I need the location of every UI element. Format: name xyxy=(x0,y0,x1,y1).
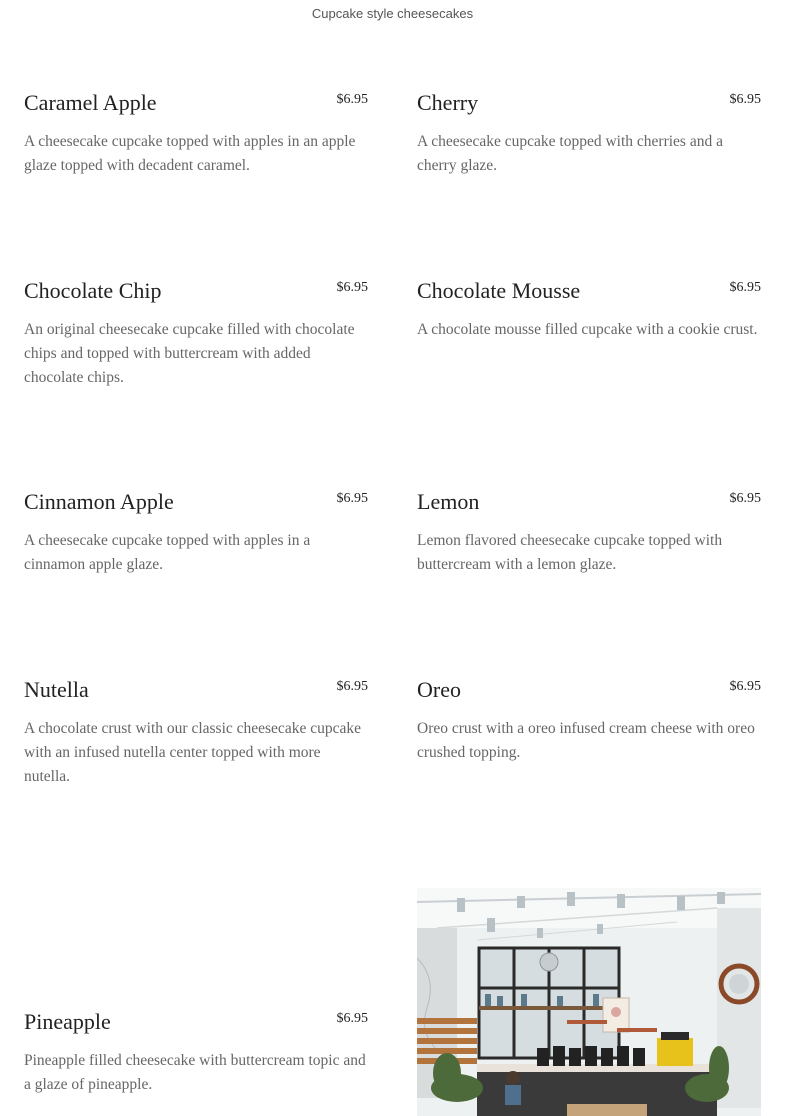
menu-item-name: Chocolate Chip xyxy=(24,278,162,303)
menu-item-price: $6.95 xyxy=(729,491,761,506)
menu-item-description: A cheesecake cupcake topped with apples in an apple glaze topped with decadent caramel. xyxy=(24,133,356,174)
menu-item-oreo xyxy=(417,677,761,777)
menu-item-price: $6.95 xyxy=(336,92,368,107)
menu-item-description: Oreo crust with a oreo infused cream cheese with oreo crushed topping. xyxy=(417,720,755,761)
menu-item-price: $6.95 xyxy=(336,491,368,506)
menu-item-name: Cherry xyxy=(417,90,479,115)
cafe-interior-photo xyxy=(417,888,761,1116)
menu-item-pineapple xyxy=(24,1009,368,1109)
menu-item-name: Nutella xyxy=(24,677,89,702)
menu-item-caramel-apple xyxy=(24,90,368,190)
menu-item-price: $6.95 xyxy=(729,92,761,107)
menu-item-description: A chocolate mousse filled cupcake with a cookie crust. xyxy=(417,321,758,338)
menu-item-description: Lemon flavored cheesecake cupcake topped with buttercream with a lemon glaze. xyxy=(417,532,723,573)
menu-item-name: Chocolate Mousse xyxy=(417,278,581,303)
menu-item-name: Pineapple xyxy=(24,1009,111,1034)
menu-item-description: A cheesecake cupcake topped with cherries and a cherry glaze. xyxy=(417,133,723,174)
menu-item-chocolate-mousse xyxy=(417,278,761,378)
menu-item-description: A chocolate crust with our classic cheesecake cupcake with an infused nutella center topped with more nutella. xyxy=(24,720,361,785)
menu-item-cherry xyxy=(417,90,761,190)
menu-item-price: $6.95 xyxy=(336,679,368,694)
menu-item-description: A cheesecake cupcake topped with apples in a cinnamon apple glaze. xyxy=(24,532,311,573)
menu-item-chocolate-chip xyxy=(24,278,368,398)
menu-item-price: $6.95 xyxy=(336,1011,368,1026)
menu-item-description: Pineapple filled cheesecake with buttercream topic and a glaze of pineapple. xyxy=(24,1052,366,1093)
menu-item-nutella xyxy=(24,677,368,797)
menu-item-cinnamon-apple xyxy=(24,489,368,589)
menu-item-description: An original cheesecake cupcake filled with chocolate chips and topped with buttercream with added chocolate chips. xyxy=(24,321,355,386)
menu-item-price: $6.95 xyxy=(729,679,761,694)
menu-item-price: $6.95 xyxy=(336,280,368,295)
menu-item-price: $6.95 xyxy=(729,280,761,295)
menu-item-name: Lemon xyxy=(417,489,480,514)
menu-item-name: Oreo xyxy=(417,677,461,702)
menu-item-name: Cinnamon Apple xyxy=(24,489,174,514)
menu-item-lemon xyxy=(417,489,761,589)
section-subtitle: Cupcake style cheesecakes xyxy=(311,6,474,21)
menu-item-name: Caramel Apple xyxy=(24,90,157,115)
